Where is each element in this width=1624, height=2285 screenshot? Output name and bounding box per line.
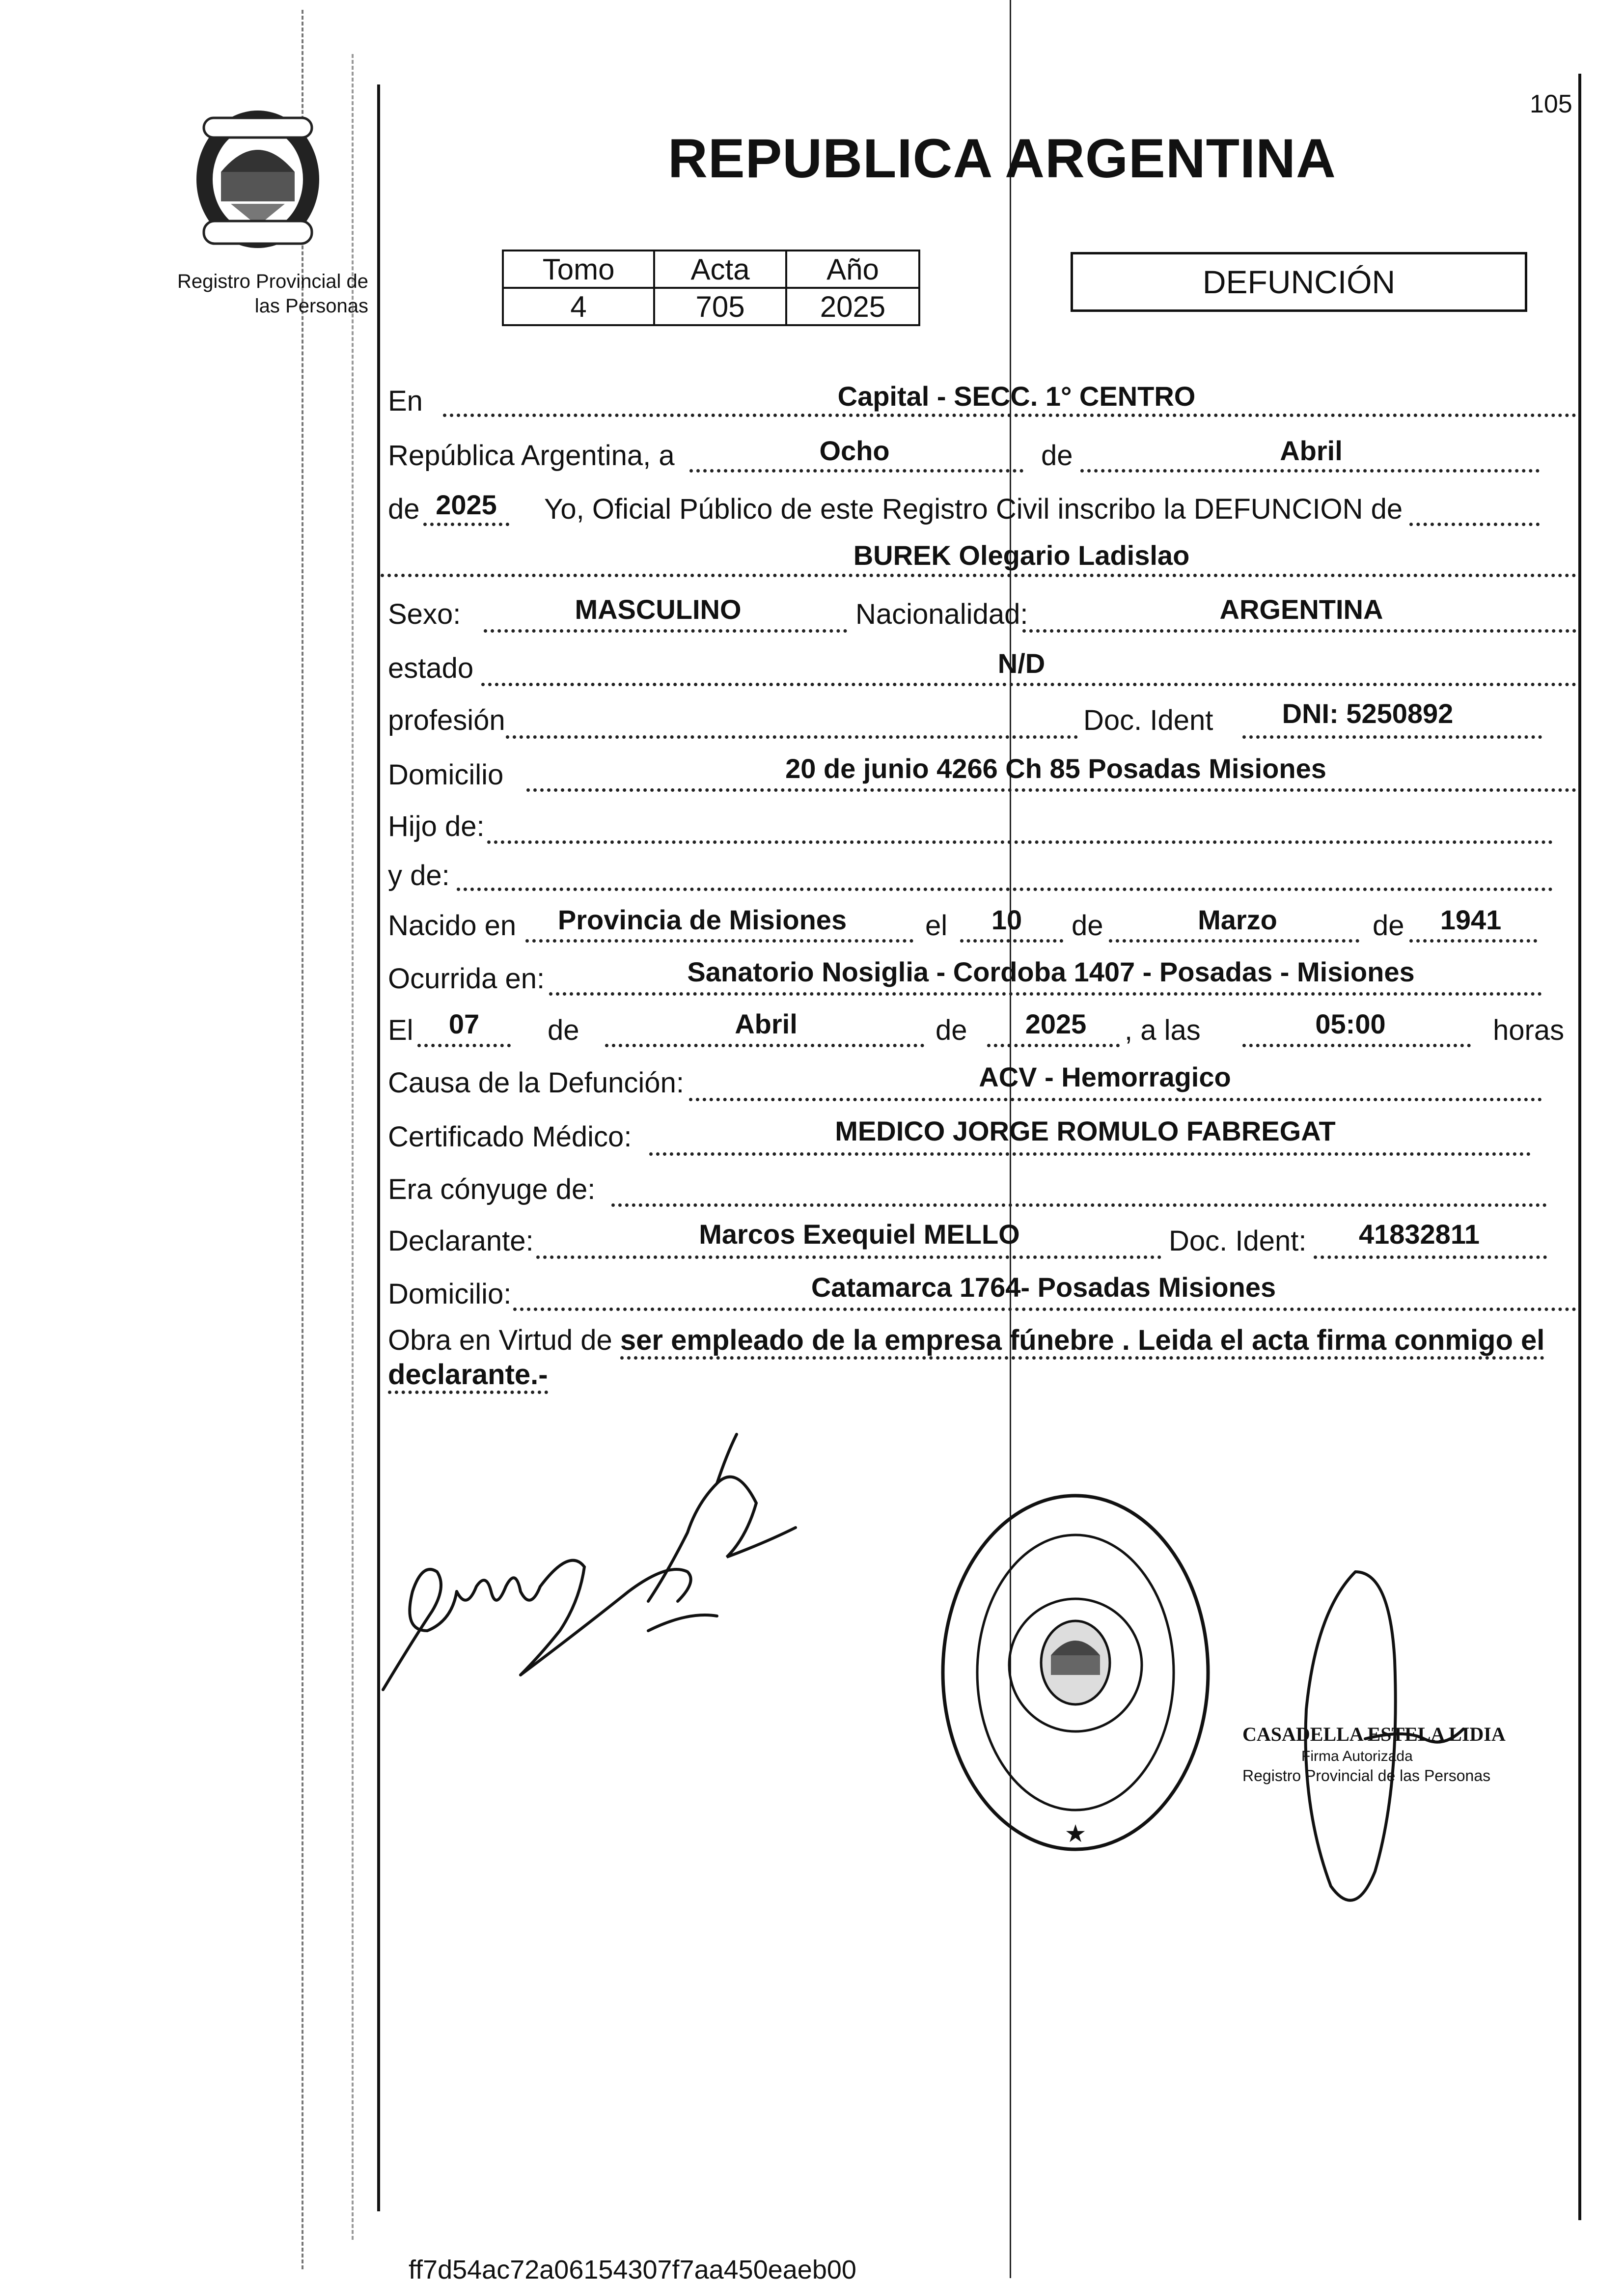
- value-estado: N/D: [997, 648, 1046, 679]
- label-declarante: Declarante:: [388, 1225, 534, 1257]
- value-dia-registro: Ocho: [819, 435, 890, 466]
- dotted-line-estado: [481, 683, 1576, 686]
- dotted-line-nacido-lugar: [525, 939, 913, 943]
- label-hijo-de: Hijo de:: [388, 810, 485, 842]
- value-nacido-lugar: Provincia de Misiones: [557, 904, 847, 935]
- dotted-line-conyuge: [611, 1203, 1547, 1207]
- registry-caption: [157, 269, 368, 318]
- label-estado: estado: [388, 652, 474, 684]
- page-title: REPUBLICA ARGENTINA: [668, 128, 1336, 189]
- table-value-acta: 705: [654, 288, 786, 325]
- label-profesion: profesión: [388, 704, 505, 736]
- label-obra-en-virtud: Obra en Virtud de: [388, 1324, 612, 1356]
- dotted-line-defuncion-hora: [1242, 1044, 1471, 1047]
- label-doc-ident-declarante: Doc. Ident:: [1169, 1225, 1307, 1257]
- official-stamp: [1242, 1722, 1537, 1785]
- label-en: En: [388, 385, 423, 417]
- label-republica: República Argentina, a: [388, 440, 675, 472]
- label-doc-ident: Doc. Ident: [1083, 704, 1213, 736]
- label-de-defuncion-anio: de: [936, 1014, 967, 1046]
- table-value-anio: 2025: [786, 288, 919, 325]
- dotted-line-profesion: [506, 735, 1078, 739]
- label-de-defuncion-mes: de: [548, 1014, 579, 1046]
- dotted-line-domicilio: [526, 788, 1576, 792]
- table-value-tomo: 4: [503, 288, 654, 325]
- dotted-line-mes-registro: [1080, 469, 1540, 473]
- declarant-signature: [373, 1424, 835, 1739]
- left-margin-dashed-line: [302, 10, 303, 2269]
- value-obra-en-virtud-line-1: ser empleado de la empresa fúnebre . Leida el acta firma conmigo el: [620, 1324, 1544, 1360]
- value-nombre-fallecido: BUREK Olegario Ladislao: [853, 540, 1190, 571]
- table-header-tomo: Tomo: [503, 251, 654, 288]
- label-causa: Causa de la Defunción:: [388, 1067, 684, 1099]
- dotted-line-causa: [689, 1098, 1542, 1101]
- value-obra-en-virtud-line-2: declarante.-: [388, 1359, 548, 1394]
- label-horas: horas: [1493, 1014, 1565, 1046]
- dotted-line-certificado: [649, 1152, 1531, 1156]
- dotted-line-nacido-dia: [960, 939, 1063, 943]
- label-el-cap: El: [388, 1014, 413, 1046]
- dotted-line-ocurrida-en: [549, 992, 1542, 996]
- dotted-line-dia-registro: [689, 469, 1023, 473]
- table-header-anio: Año: [786, 251, 919, 288]
- value-defuncion-dia: 07: [448, 1008, 480, 1039]
- misiones-coat-of-arms-logo: [184, 98, 331, 255]
- dotted-line-y-de: [457, 888, 1553, 891]
- label-de-nacido-mes: de: [1072, 910, 1103, 942]
- dotted-line-defuncion-dia: [417, 1044, 511, 1047]
- dotted-line-hijo-de: [487, 840, 1553, 844]
- label-nacionalidad: Nacionalidad:: [855, 598, 1028, 630]
- label-domicilio-declarante: Domicilio:: [388, 1278, 512, 1310]
- value-anio-registro: 2025: [436, 489, 497, 520]
- left-border-line: [377, 84, 380, 2211]
- label-domicilio: Domicilio: [388, 759, 504, 791]
- document-type-label: DEFUNCIÓN: [1202, 264, 1396, 300]
- tomo-acta-anio-table: [502, 250, 920, 326]
- value-defuncion-hora: 05:00: [1315, 1008, 1386, 1039]
- official-stamp-name: CASADELLA ESTELA LIDIA: [1242, 1723, 1506, 1745]
- value-ocurrida-en: Sanatorio Nosiglia - Cordoba 1407 - Posadas - Misiones: [687, 956, 1415, 987]
- value-mes-registro: Abril: [1280, 435, 1343, 466]
- label-ocurrida-en: Ocurrida en:: [388, 963, 545, 995]
- dotted-line-declarante: [536, 1255, 1161, 1259]
- dotted-line-yo-oficial-end: [1409, 523, 1540, 526]
- dotted-line-nacido-mes: [1109, 939, 1359, 943]
- official-stamp-office: Registro Provincial de las Personas: [1242, 1767, 1491, 1784]
- label-el: el: [925, 910, 948, 942]
- value-defuncion-mes: Abril: [735, 1008, 798, 1039]
- dotted-line-lugar: [443, 414, 1576, 417]
- dotted-line-nacionalidad: [1022, 629, 1576, 633]
- page-number: 105: [1530, 90, 1572, 118]
- dotted-line-defuncion-anio: [987, 1044, 1120, 1047]
- label-certificado: Certificado Médico:: [388, 1121, 632, 1153]
- svg-text:★: ★: [1064, 1819, 1087, 1848]
- document-type-box: [1071, 252, 1527, 312]
- label-a-las: , a las: [1125, 1014, 1201, 1046]
- label-yo-oficial: Yo, Oficial Público de este Registro Civil inscribo la DEFUNCION de: [544, 493, 1403, 525]
- value-sexo: MASCULINO: [575, 594, 742, 625]
- value-domicilio-declarante: Catamarca 1764- Posadas Misiones: [811, 1272, 1276, 1303]
- value-lugar: Capital - SECC. 1° CENTRO: [837, 381, 1196, 412]
- value-causa: ACV - Hemorragico: [979, 1061, 1231, 1092]
- value-declarante-doc: 41832811: [1358, 1219, 1480, 1250]
- right-border-line: [1578, 74, 1581, 2220]
- obra-en-virtud-paragraph: [388, 1323, 1576, 1358]
- value-declarante: Marcos Exequiel MELLO: [699, 1219, 1020, 1250]
- dotted-line-nombre: [381, 574, 1576, 577]
- official-stamp-role: Firma Autorizada: [1301, 1748, 1413, 1764]
- obra-en-virtud-paragraph-line-2: [388, 1358, 548, 1392]
- label-de-mes: de: [1041, 440, 1073, 472]
- value-nacido-anio: 1941: [1440, 904, 1502, 935]
- label-conyuge: Era cónyuge de:: [388, 1173, 596, 1205]
- label-sexo: Sexo:: [388, 598, 461, 630]
- label-de-anio: de: [388, 493, 420, 525]
- label-y-de: y de:: [388, 860, 450, 892]
- dotted-line-nacido-anio: [1409, 939, 1537, 943]
- table-header-acta: Acta: [654, 251, 786, 288]
- dotted-line-declarante-doc: [1314, 1255, 1547, 1259]
- label-de-nacido-anio: de: [1373, 910, 1404, 942]
- value-nacido-dia: 10: [991, 904, 1022, 935]
- dotted-line-domicilio-declarante: [513, 1308, 1576, 1311]
- registry-caption-line-1: Registro Provincial de: [177, 271, 368, 292]
- dotted-line-defuncion-mes: [605, 1044, 924, 1047]
- registry-seal-stamp: [936, 1488, 1215, 1857]
- label-nacido-en: Nacido en: [388, 910, 517, 942]
- value-nacionalidad: ARGENTINA: [1219, 594, 1383, 625]
- dotted-line-anio-registro: [423, 523, 509, 526]
- value-certificado: MEDICO JORGE ROMULO FABREGAT: [835, 1115, 1336, 1146]
- value-defuncion-anio: 2025: [1025, 1008, 1087, 1039]
- dotted-line-doc-ident: [1242, 735, 1542, 739]
- dotted-line-sexo: [484, 629, 847, 633]
- value-doc-ident: DNI: 5250892: [1282, 698, 1454, 729]
- value-nacido-mes: Marzo: [1198, 904, 1277, 935]
- value-domicilio: 20 de junio 4266 Ch 85 Posadas Misiones: [785, 753, 1326, 784]
- left-margin-dashed-line-2: [352, 54, 354, 2240]
- document-hash: ff7d54ac72a06154307f7aa450eaeb00: [409, 2255, 856, 2285]
- registry-caption-line-2: las Personas: [254, 295, 368, 317]
